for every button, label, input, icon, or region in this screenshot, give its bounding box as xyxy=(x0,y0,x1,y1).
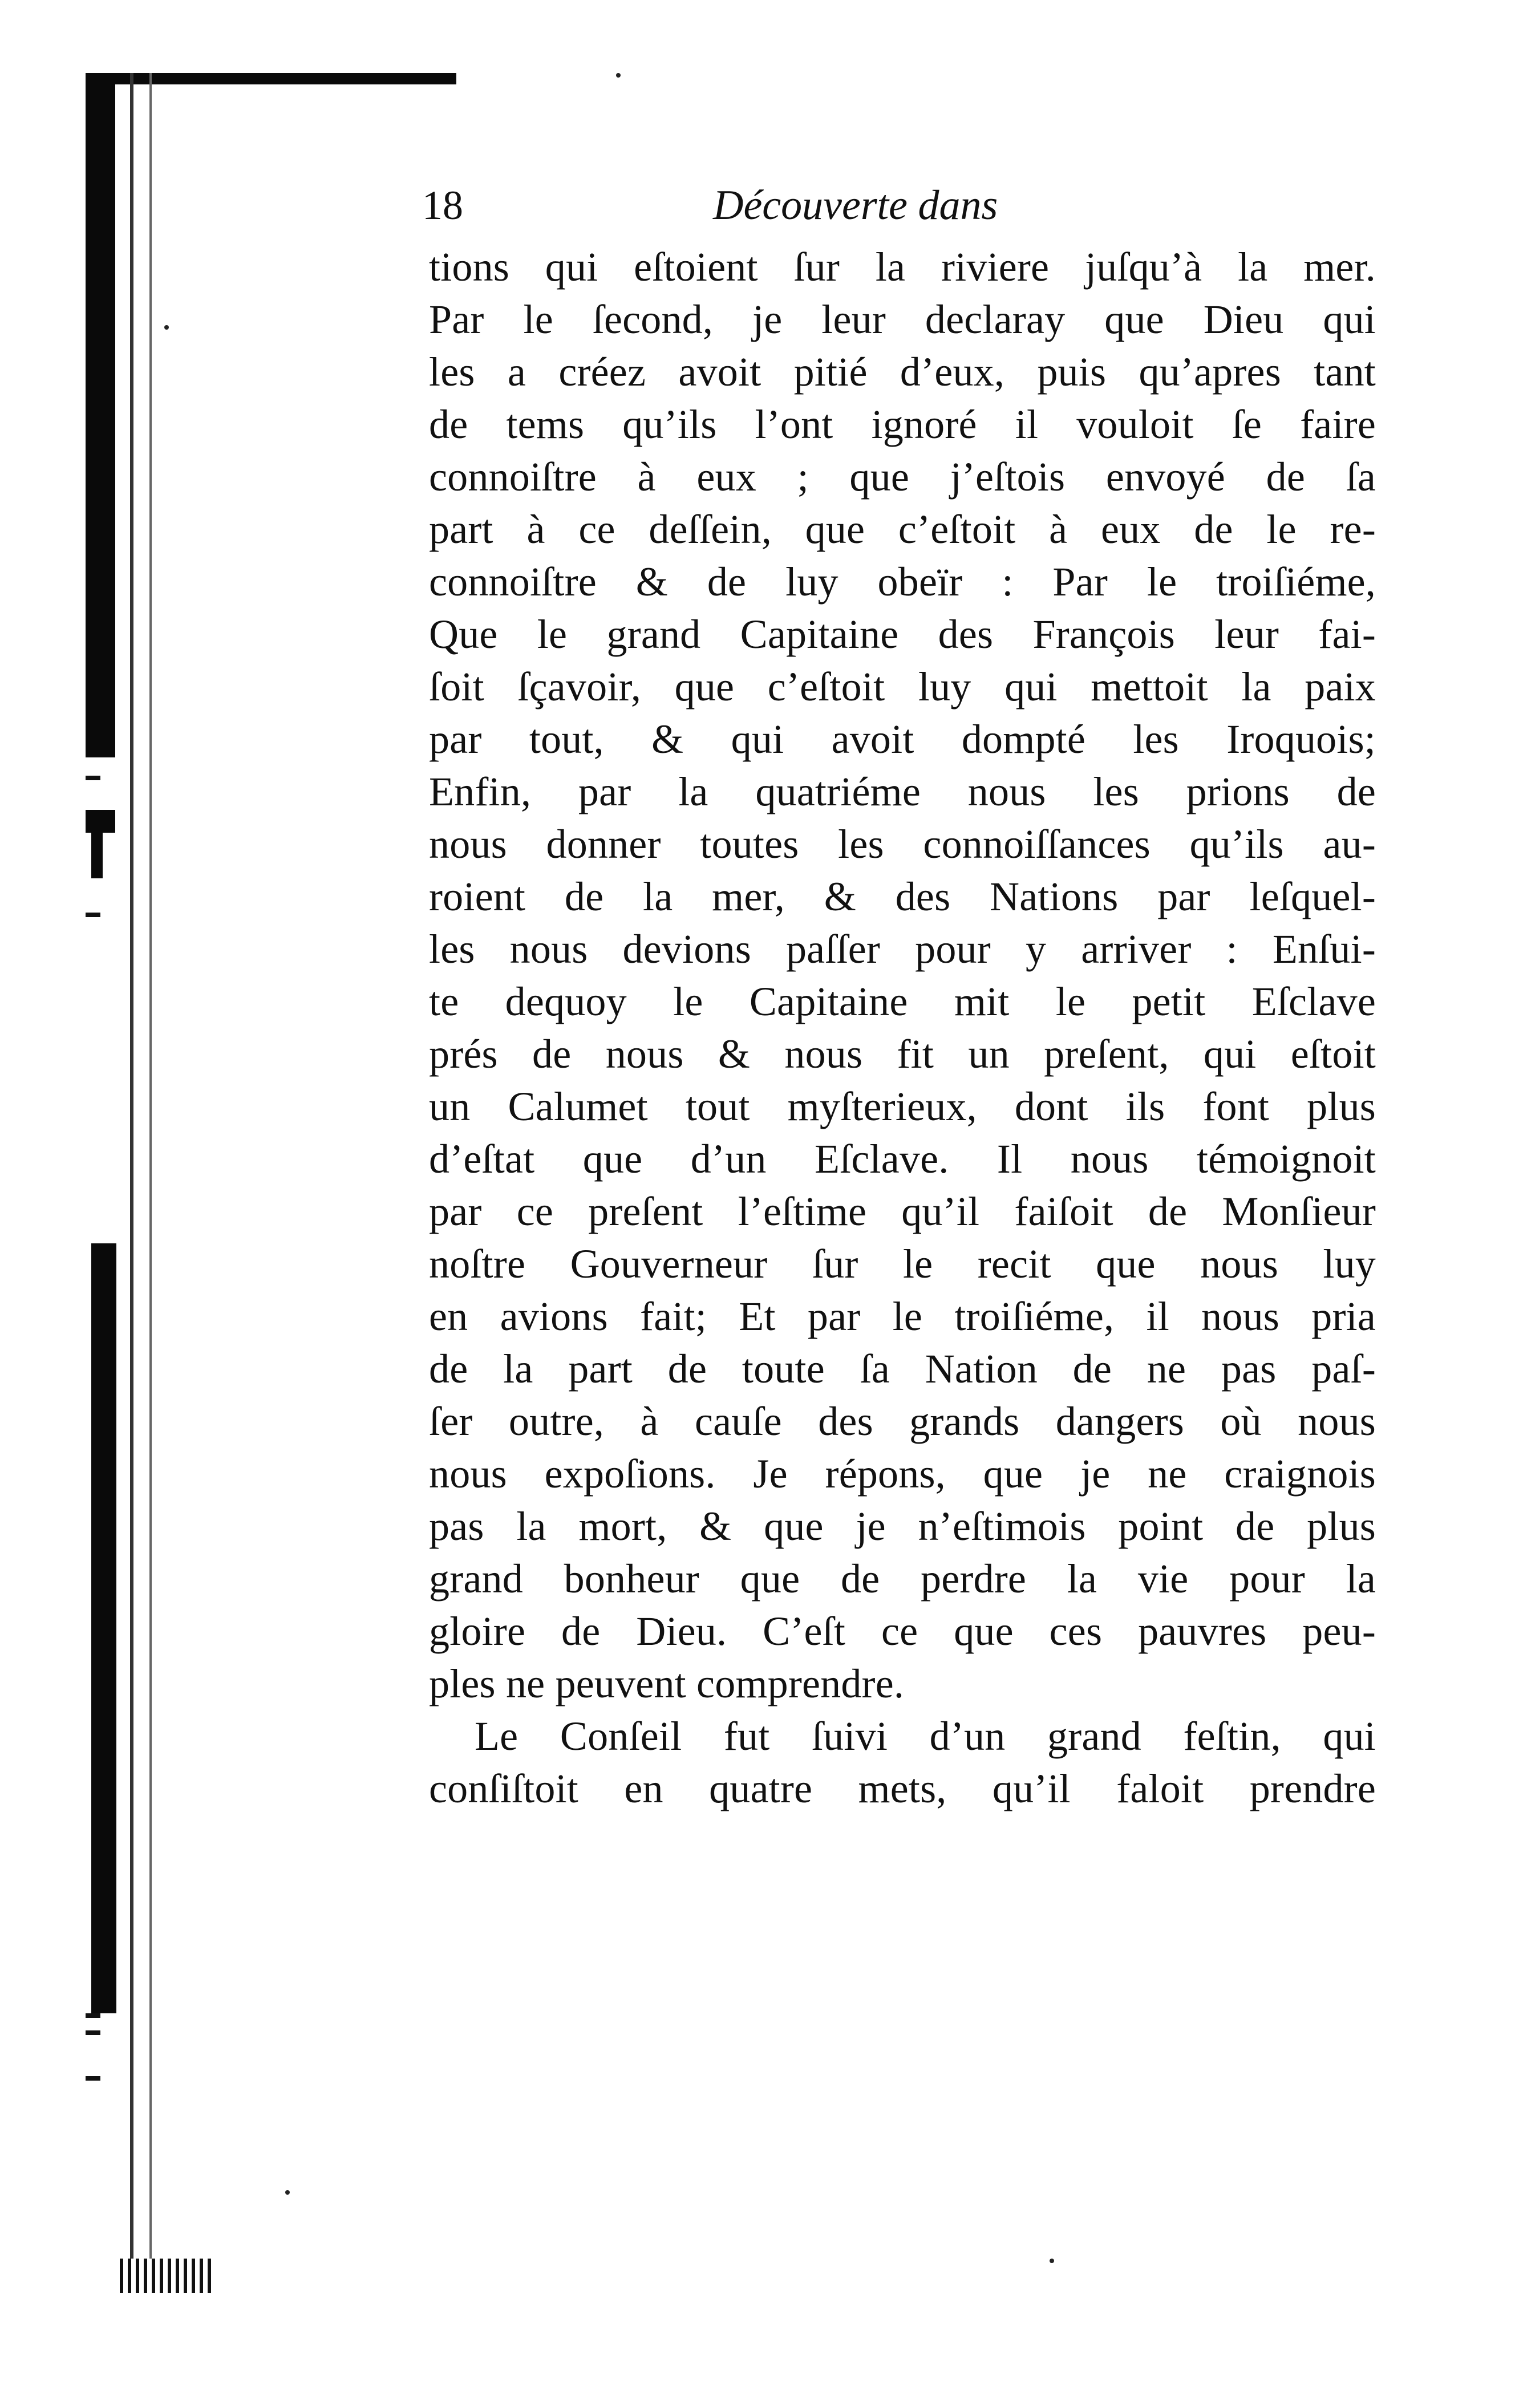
ink-speck xyxy=(164,325,169,330)
text-line: conſiſtoit en quatre mets, qu’il faloit prendre xyxy=(429,1766,1376,1811)
ink-speck xyxy=(616,73,621,78)
gutter-tick xyxy=(86,2030,100,2035)
gutter-tick xyxy=(86,2076,100,2081)
binding-edge-bottom xyxy=(120,2259,211,2293)
binding-edge-left-lower xyxy=(91,1243,116,2013)
body-text xyxy=(429,241,1376,1815)
text-line: Que le grand Capitaine des François leur fai- xyxy=(429,611,1376,657)
text-line: roient de la mer, & des Nations par leſquel- xyxy=(429,874,1376,919)
text-line: gloire de Dieu. C’eſt ce que ces pauvres peu- xyxy=(429,1608,1376,1654)
gutter-tick xyxy=(86,776,100,780)
text-line: de la part de toute ſa Nation de ne pas paſ- xyxy=(429,1346,1376,1392)
text-line: pas la mort, & que je n’eſtimois point de plus xyxy=(429,1503,1376,1549)
text-line: grand bonheur que de perdre la vie pour la xyxy=(429,1556,1376,1602)
text-line: Le Conſeil fut ſuivi d’un grand feſtin, qui xyxy=(475,1713,1376,1759)
binding-edge-left xyxy=(86,73,115,757)
text-line: te dequoy le Capitaine mit le petit Eſclave xyxy=(429,979,1376,1024)
binding-edge-top xyxy=(86,73,456,84)
binding-line xyxy=(149,73,152,2292)
text-line: connoiſtre à eux ; que j’eſtois envoyé de ſa xyxy=(429,454,1376,500)
text-line: Par le ſecond, je leur declaray que Dieu qui xyxy=(429,297,1376,342)
text-line: nous donner toutes les connoiſſances qu’ils au- xyxy=(429,821,1376,867)
running-title: Découverte dans xyxy=(713,182,998,229)
text-line: d’eſtat que d’un Eſclave. Il nous témoignoit xyxy=(429,1136,1376,1182)
text-line: par tout, & qui avoit dompté les Iroquois; xyxy=(429,716,1376,762)
text-line: les nous devions paſſer pour y arriver : Enſui- xyxy=(429,926,1376,972)
text-line: connoiſtre & de luy obeïr : Par le troiſiéme, xyxy=(429,559,1376,605)
ink-speck xyxy=(285,2190,290,2195)
gutter-tick xyxy=(86,2013,100,2018)
text-line: de tems qu’ils l’ont ignoré il vouloit ſe faire xyxy=(429,402,1376,447)
text-line: les a créez avoit pitié d’eux, puis qu’apres tant xyxy=(429,349,1376,395)
text-line: nous expoſions. Je répons, que je ne craignois xyxy=(429,1451,1376,1497)
text-line: ſer outre, à cauſe des grands dangers où nous xyxy=(429,1398,1376,1444)
ink-speck xyxy=(1050,2259,1054,2263)
text-line: ſoit ſçavoir, que c’eſtoit luy qui mettoit la paix xyxy=(429,664,1376,710)
text-line: par ce preſent l’eſtime qu’il faiſoit de Monſieur xyxy=(429,1189,1376,1234)
text-line: tions qui eſtoient ſur la riviere juſqu’à la mer. xyxy=(429,244,1376,290)
text-line: noſtre Gouverneur ſur le recit que nous luy xyxy=(429,1241,1376,1287)
binding-edge-mark xyxy=(91,821,103,878)
gutter-tick xyxy=(86,913,100,917)
text-line: ples ne peuvent comprendre. xyxy=(429,1661,905,1706)
text-line: en avions fait; Et par le troiſiéme, il nous pria xyxy=(429,1294,1376,1339)
page-number: 18 xyxy=(422,183,463,228)
text-line: prés de nous & nous fit un preſent, qui eſtoit xyxy=(429,1031,1376,1077)
running-header xyxy=(422,171,1380,240)
text-line: Enfin, par la quatriéme nous les prions de xyxy=(429,769,1376,814)
binding-line xyxy=(130,73,133,2292)
text-line: part à ce deſſein, que c’eſtoit à eux de le re- xyxy=(429,506,1376,552)
text-line: un Calumet tout myſterieux, dont ils font plus xyxy=(429,1084,1376,1129)
